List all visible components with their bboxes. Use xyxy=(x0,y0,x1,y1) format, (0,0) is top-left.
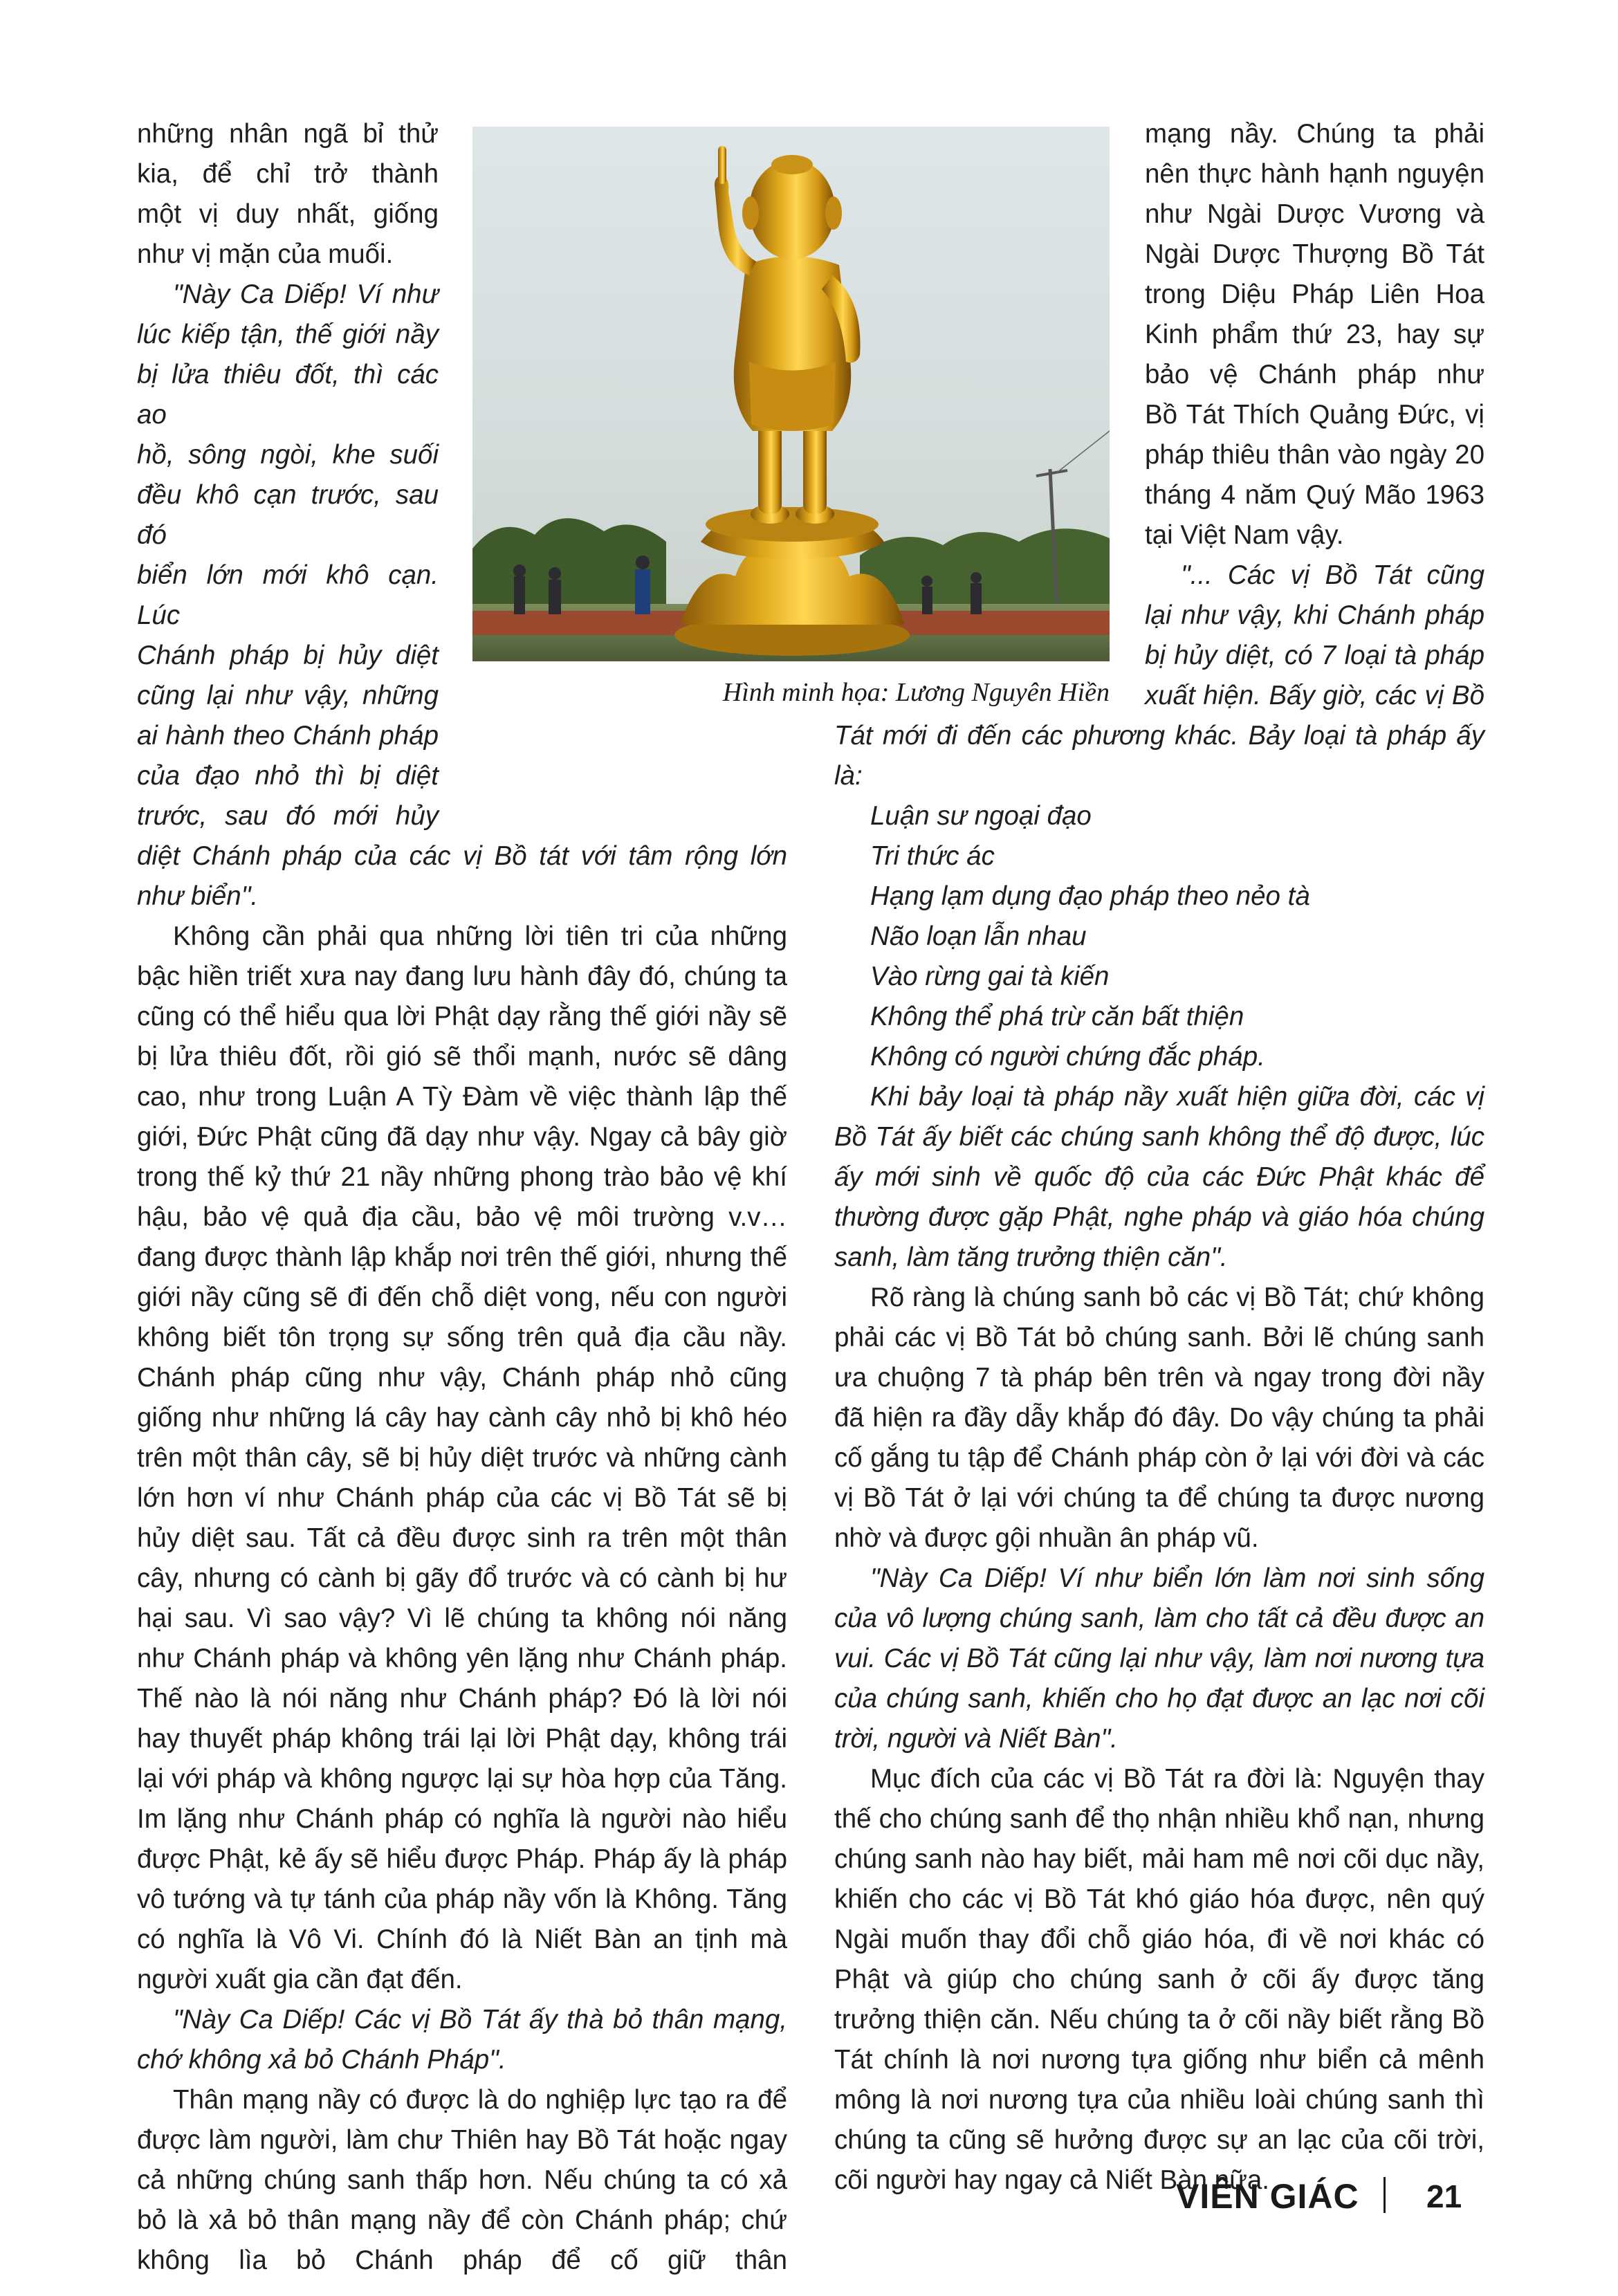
quote-line: bị hủy diệt, có 7 loại tà pháp xyxy=(1145,641,1484,670)
footer-divider xyxy=(1383,2177,1386,2213)
text-line: mạng nầy. Chúng ta phải xyxy=(1145,119,1484,149)
intro-line: một vị duy nhất, giống xyxy=(137,199,439,229)
list-item: Không có người chứng đắc pháp. xyxy=(870,1042,1265,1072)
text-line: nên thực hành hạnh nguyện xyxy=(1145,159,1484,189)
quote-line: lúc kiếp tận, thế giới nầy xyxy=(137,320,439,349)
list-item: Không thể phá trừ căn bất thiện xyxy=(870,1002,1244,1031)
intro-line: như vị mặn của muối. xyxy=(137,239,394,269)
list-item: Luận sư ngoại đạo xyxy=(870,801,1092,831)
quote-line: biển lớn mới khô cạn. Lúc xyxy=(137,560,439,630)
quote-line: của đạo nhỏ thì bị diệt xyxy=(137,761,439,791)
quote-line: hồ, sông ngòi, khe suối xyxy=(137,440,439,470)
quote-line: "Này Ca Diếp! Ví như xyxy=(173,279,439,309)
text-line: trong Diệu Pháp Liên Hoa xyxy=(1145,279,1484,309)
quote-line: trước, sau đó mới hủy xyxy=(137,801,439,831)
quote-line: xuất hiện. Bấy giờ, các vị Bồ xyxy=(1145,681,1484,710)
quote-line: Chánh pháp bị hủy diệt xyxy=(137,641,439,670)
text-line: pháp thiêu thân vào ngày 20 xyxy=(1145,440,1484,470)
text-line: Ngài Dược Thượng Bồ Tát xyxy=(1145,239,1484,269)
quote-line: bị lửa thiêu đốt, thì các ao xyxy=(137,360,439,430)
text-line: bảo vệ Chánh pháp như xyxy=(1145,360,1484,389)
intro-line: kia, để chỉ trở thành xyxy=(137,159,439,189)
text-line: Kinh phẩm thứ 23, hay sự xyxy=(1145,320,1484,349)
paragraph: Rõ ràng là chúng sanh bỏ các vị Bồ Tát; chứ không phải các vị Bồ Tát bỏ chúng sanh. Bởi lẽ chúng sanh ưa chuộng 7 tà pháp bên trên và ngay trong đời nầy đã hiện ra đầy dẫy khắp đó đây. Do vậy chúng ta phải cố gắng tu tập để Chánh pháp còn ở lại với đời và các vị Bồ Tát ở lại với chúng ta để chúng ta được nương nhờ và được gội nhuần ân pháp vũ. xyxy=(834,1283,1484,1553)
right-wrap-text xyxy=(1145,114,1484,716)
quote-paragraph: "Này Ca Diếp! Các vị Bồ Tát ấy thà bỏ thân mạng, chớ không xả bỏ Chánh Pháp". xyxy=(137,2005,787,2075)
paragraph: Không cần phải qua những lời tiên tri của những bậc hiền triết xưa nay đang lưu hành đây đó, chúng ta cũng có thể hiểu qua lời Phật dạy rằng thế giới nầy sẽ bị lửa thiêu đốt, rồi gió sẽ thổi mạnh, nước sẽ dâng cao, như trong Luận A Tỳ Đàm về việc thành lập thế giới, Đức Phật cũng đã dạy như vậy. Ngay cả bây giờ trong thế kỷ thứ 21 nầy những phong trào bảo vệ khí hậu, bảo vệ quả địa cầu, bảo vệ môi trường v.v… đang được thành lập khắp nơi trên thế giới, nhưng thế giới nầy cũng sẽ đi đến chỗ diệt vong, nếu con người không biết tôn trọng sự sống trên quả địa cầu nầy. Chánh pháp cũng như vậy, Chánh pháp nhỏ cũng giống như những lá cây hay cành cây nhỏ bị khô héo trên một thân cây, sẽ bị hủy diệt trước và những cành lớn hơn ví như Chánh pháp của các vị Bồ Tát sẽ bị hủy diệt sau. Tất cả đều được sinh ra trên một thân cây, nhưng có cành bị gãy đổ trước và có cành bị hư hại sau. Vì sao vậy? Vì lẽ chúng ta không nói năng như Chánh pháp và không yên lặng như Chánh pháp. Thế nào là nói năng như Chánh pháp? Đó là lời nói hay thuyết pháp không trái lại lời Phật dạy, không trái lại với pháp và không ngược lại sự hòa hợp của Tăng. Im lặng như Chánh pháp có nghĩa là người nào hiểu được Phật, kẻ ấy sẽ hiểu được Pháp. Pháp ấy là pháp vô tướng và tự tánh của pháp nầy vốn là Không. Tăng có nghĩa là Vô Vi. Chính đó là Niết Bàn an tịnh mà người xuất gia cần đạt đến. xyxy=(137,921,787,1994)
right-column xyxy=(834,716,1484,2201)
text-line: tháng 4 năm Quý Mão 1963 xyxy=(1145,480,1484,510)
text-line: như Ngài Dược Vương và xyxy=(1145,199,1484,229)
quote-line: cũng lại như vậy, những xyxy=(137,681,439,710)
statue-photo xyxy=(472,127,1110,661)
baby-buddha-statue-image xyxy=(472,127,1110,661)
quote-tail: diệt Chánh pháp của các vị Bồ tát với tâm rộng lớn như biển". xyxy=(137,841,787,911)
quote-line: lại như vậy, khi Chánh pháp xyxy=(1145,600,1484,630)
quote-line: "... Các vị Bồ Tát cũng xyxy=(1181,560,1484,590)
list-item: Hạng lạm dụng đạo pháp theo nẻo tà xyxy=(870,881,1310,911)
list-item: Não loạn lẫn nhau xyxy=(870,921,1087,951)
intro-line: những nhân ngã bỉ thử xyxy=(137,119,439,149)
paragraph: Mục đích của các vị Bồ Tát ra đời là: Nguyện thay thế cho chúng sanh để thọ nhận nhiều khổ nạn, nhưng chúng sanh nào hay biết, mải ham mê nơi cõi dục nầy, khiến cho các vị Bồ Tát khó giáo hóa được, nên quý Ngài muốn thay đổi chỗ giáo hóa, đi về nơi khác có Phật và giúp cho chúng sanh ở cõi ấy được tăng trưởng thiện căn. Nếu chúng ta ở cõi nầy biết rằng Bồ Tát chính là nơi nương tựa giống như biển cả mênh mông là nơi nương tựa của nhiều loài chúng sanh thì chúng ta cũng sẽ hưởng được sự an lạc của cõi trời, cõi người hay ngay cả Niết Bàn nữa. xyxy=(834,1764,1484,2195)
magazine-name: VIÊN GIÁC xyxy=(1176,2177,1359,2216)
photo-caption: Hình minh họa: Lương Nguyên Hiền xyxy=(722,678,1110,707)
text-line: Bồ Tát Thích Quảng Đức, vị xyxy=(1145,400,1484,430)
text-line: tại Việt Nam vậy. xyxy=(1145,520,1344,550)
quote-paragraph: Khi bảy loại tà pháp nầy xuất hiện giữa đời, các vị Bồ Tát ấy biết các chúng sanh không thể độ được, lúc ấy mới sinh về quốc độ của các Đức Phật khác để thường được gặp Phật, nghe pháp và giáo hóa chúng sanh, làm tăng trưởng thiện căn". xyxy=(834,1082,1484,1272)
evil-dharma-list xyxy=(834,796,1484,1077)
list-item: Tri thức ác xyxy=(870,841,995,871)
quote-line: đều khô cạn trước, sau đó xyxy=(137,480,439,550)
quote-line: ai hành theo Chánh pháp xyxy=(137,721,439,751)
quote-tail: Tát mới đi đến các phương khác. Bảy loại tà pháp ấy là: xyxy=(834,721,1484,791)
list-item: Vào rừng gai tà kiến xyxy=(870,962,1110,991)
page-number: 21 xyxy=(1426,2178,1462,2214)
quote-paragraph: "Này Ca Diếp! Ví như biển lớn làm nơi sinh sống của vô lượng chúng sanh, làm cho tất cả đều được an vui. Các vị Bồ Tát cũng lại như vậy, làm nơi nương tựa của chúng sanh, khiến cho họ đạt được an lạc nơi cõi trời, người và Niết Bàn". xyxy=(834,1563,1484,1754)
paragraph: Thân mạng nầy có được là do nghiệp lực tạo ra để được làm người, làm chư Thiên hay Bồ Tát hoặc ngay cả những chúng sanh thấp hơn. Nếu chúng ta có xả bỏ là xả bỏ thân mạng nầy để còn Chánh pháp; chứ không lìa bỏ Chánh pháp để cố giữ thân xyxy=(137,2085,787,2275)
left-wrap-text xyxy=(137,114,439,836)
